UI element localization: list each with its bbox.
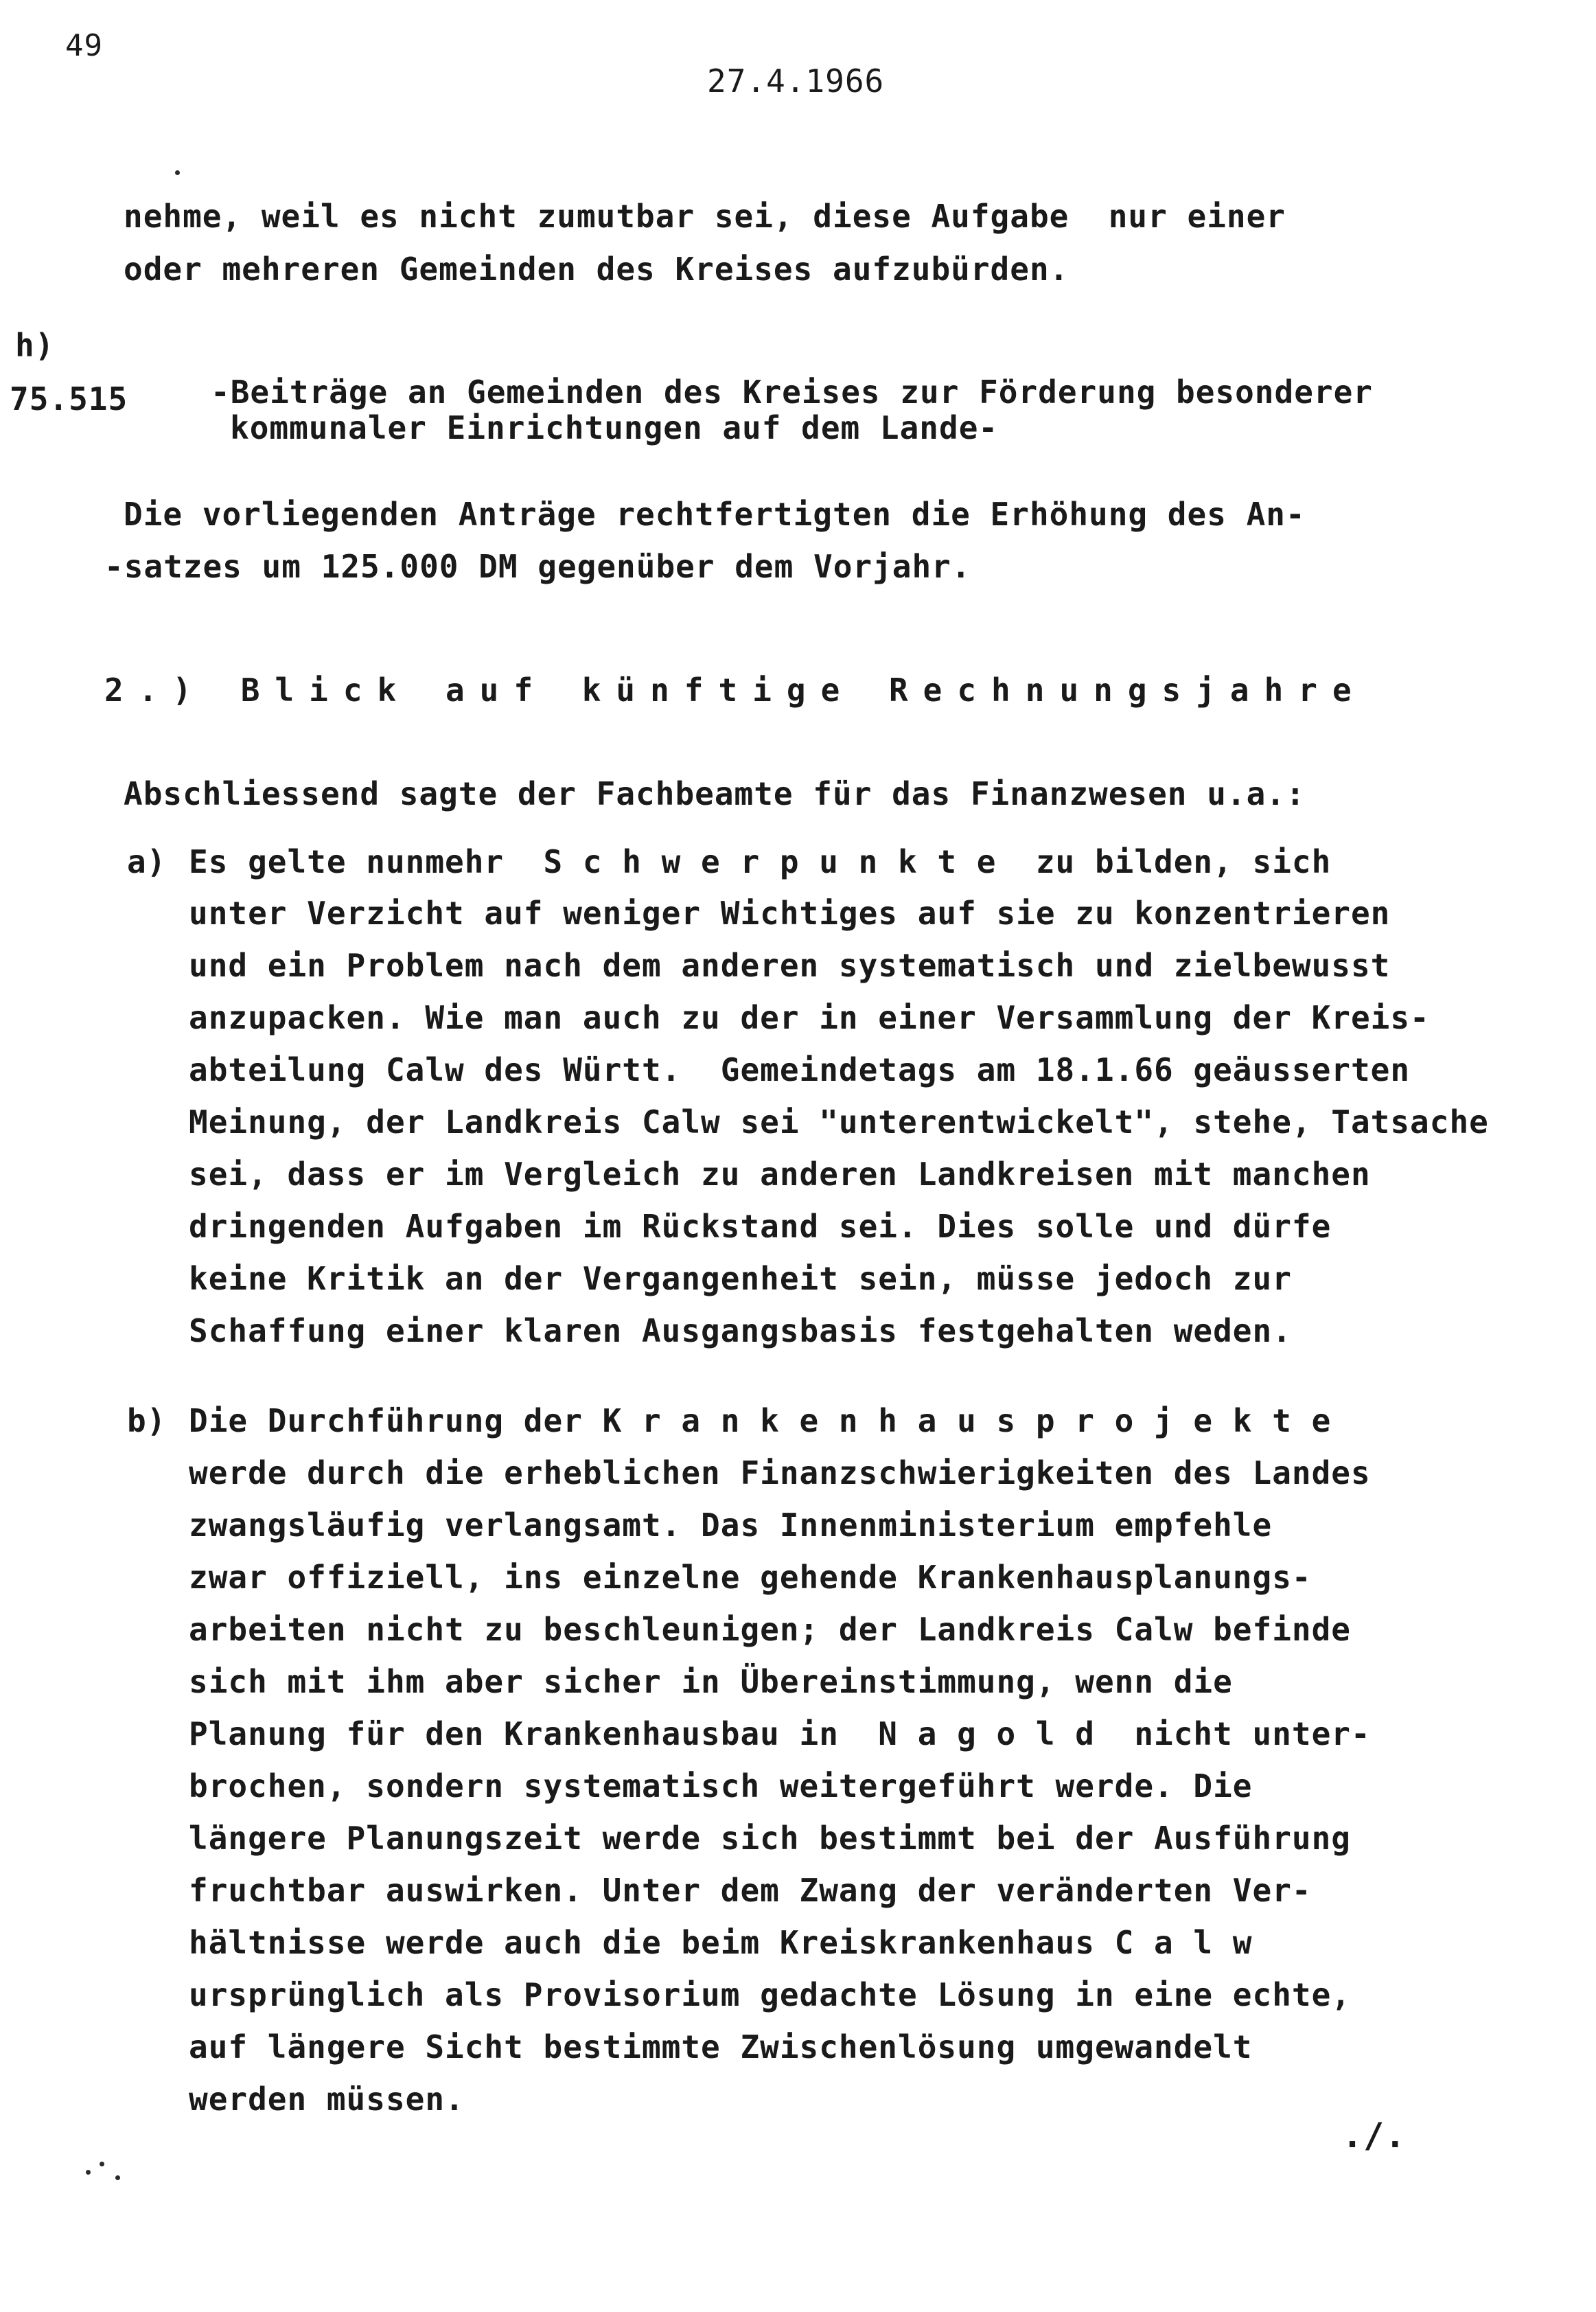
item-a-line: Es gelte nunmehr S c h w e r p u n k t e zu bilden, sich	[189, 843, 1332, 880]
section-2-heading: 2.) Blick auf künftige Rechnungsjahre	[104, 672, 1367, 709]
page-number: 49	[65, 28, 103, 63]
item-b-line: zwangsläufig verlangsamt. Das Innenministerium empfehle	[189, 1507, 1273, 1544]
document-date: 27.4.1966	[707, 62, 885, 100]
item-b-line: Die Durchführung der K r a n k e n h a u s p r o j e k t e	[189, 1402, 1332, 1439]
item-b-line: fruchtbar auswirken. Unter dem Zwang der veränderten Ver-	[189, 1872, 1312, 1909]
item-a-line: anzupacken. Wie man auch zu der in einer Versammlung der Kreis-	[189, 999, 1430, 1036]
section-h-body-line: Die vorliegenden Anträge rechtfertigten die Erhöhung des An-	[124, 496, 1306, 533]
item-b-line: zwar offiziell, ins einzelne gehende Krankenhausplanungs-	[189, 1559, 1312, 1596]
stray-dot	[86, 2170, 91, 2175]
item-b-label: b)	[127, 1402, 167, 1439]
item-b-line: längere Planungszeit werde sich bestimmt bei der Ausführung	[189, 1820, 1351, 1857]
item-b-line: werde durch die erheblichen Finanzschwierigkeiten des Landes	[189, 1454, 1371, 1491]
item-a-line: sei, dass er im Vergleich zu anderen Landkreisen mit manchen	[189, 1156, 1371, 1193]
stray-dot	[115, 2175, 120, 2180]
section-h-label: h)	[15, 327, 55, 364]
intro-line: nehme, weil es nicht zumutbar sei, diese Aufgabe nur einer	[124, 198, 1286, 235]
item-b-line: arbeiten nicht zu beschleunigen; der Landkreis Calw befinde	[189, 1611, 1351, 1648]
item-a-line: dringenden Aufgaben im Rückstand sei. Dies solle und dürfe	[189, 1208, 1332, 1245]
intro-line: oder mehreren Gemeinden des Kreises aufzubürden.	[124, 251, 1069, 288]
item-a-line: abteilung Calw des Württ. Gemeindetags am 18.1.66 geäusserten	[189, 1051, 1411, 1088]
stray-dot	[175, 170, 180, 175]
continuation-mark: ./.	[1342, 2116, 1407, 2155]
item-a-line: unter Verzicht auf weniger Wichtiges auf sie zu konzentrieren	[189, 895, 1391, 932]
section-h-title-line: kommunaler Einrichtungen auf dem Lande-	[230, 409, 999, 446]
item-b-line: auf längere Sicht bestimmte Zwischenlösung umgewandelt	[189, 2028, 1253, 2065]
section-2-intro: Abschliessend sagte der Fachbeamte für das Finanzwesen u.a.:	[124, 775, 1306, 812]
item-b-line: werden müssen.	[189, 2081, 465, 2118]
stray-dot	[100, 2162, 104, 2166]
item-a-line: und ein Problem nach dem anderen systematisch und zielbewusst	[189, 947, 1391, 984]
item-a-line: Meinung, der Landkreis Calw sei "unterentwickelt", stehe, Tatsache	[189, 1103, 1489, 1141]
item-a-label: a)	[127, 843, 167, 880]
item-b-line: Planung für den Krankenhausbau in N a g o l d nicht unter-	[189, 1715, 1371, 1752]
section-h-body-line: -satzes um 125.000 DM gegenüber dem Vorjahr.	[104, 548, 971, 585]
item-b-line: brochen, sondern systematisch weitergeführt werde. Die	[189, 1767, 1253, 1805]
item-b-line: hältnisse werde auch die beim Kreiskrankenhaus C a l w	[189, 1924, 1253, 1961]
item-a-line: Schaffung einer klaren Ausgangsbasis festgehalten weden.	[189, 1312, 1292, 1349]
item-b-line: sich mit ihm aber sicher in Übereinstimmung, wenn die	[189, 1663, 1233, 1700]
item-b-line: ursprünglich als Provisorium gedachte Lösung in eine echte,	[189, 1976, 1351, 2013]
item-a-line: keine Kritik an der Vergangenheit sein, müsse jedoch zur	[189, 1260, 1292, 1297]
section-h-account-number: 75.515	[10, 380, 128, 417]
section-h-title-line: -Beiträge an Gemeinden des Kreises zur Förderung besonderer	[211, 374, 1373, 411]
